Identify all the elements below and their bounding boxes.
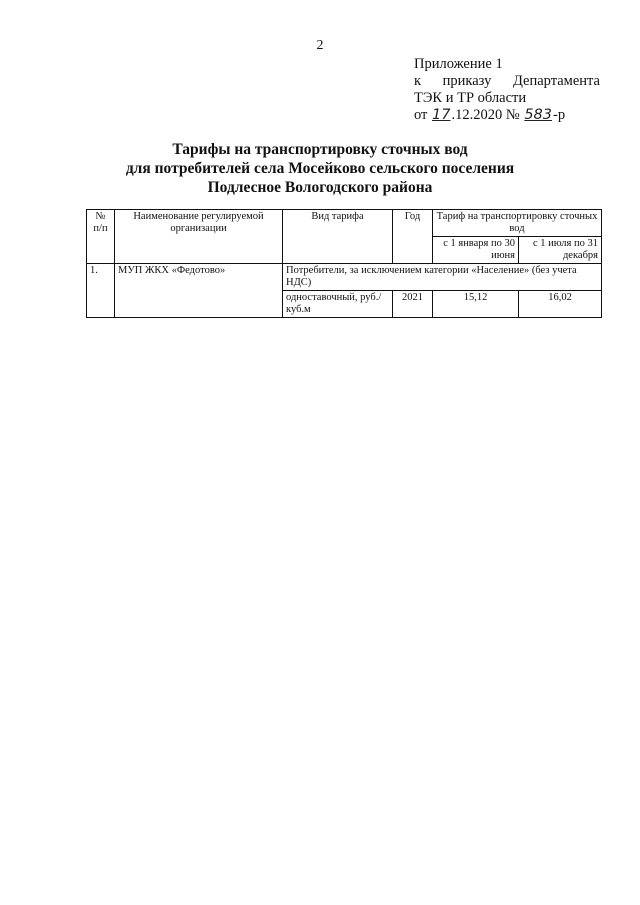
- header-tariff-type: Вид тарифа: [283, 210, 393, 264]
- table-row: [87, 264, 602, 291]
- header-year: Год: [393, 210, 433, 264]
- tariff-table: [86, 209, 602, 318]
- appendix-word: Департамента: [512, 73, 600, 89]
- order-number-suffix: -р: [553, 107, 566, 123]
- appendix-block: [414, 56, 600, 124]
- row-organization: МУП ЖКХ «Федотово»: [115, 264, 283, 318]
- header-period-2: с 1 июля по 31 декабря: [519, 237, 602, 264]
- title-line-2: для потребителей села Мосейково сельского поселения: [125, 160, 515, 177]
- header-number: № п/п: [87, 210, 115, 264]
- header-tariff-group: Тариф на транспортировку сточных вод: [433, 210, 602, 237]
- appendix-authority: ТЭК и ТР области: [414, 90, 527, 106]
- row-number: 1.: [87, 264, 115, 318]
- row-period-2-value: 16,02: [519, 291, 602, 318]
- row-category: Потребители, за исключением категории «Население» (без учета НДС): [283, 264, 602, 291]
- order-number-handwritten: 583: [524, 107, 553, 123]
- document-title: [0, 140, 640, 197]
- order-date-prefix: от: [414, 107, 428, 123]
- header-period-1: с 1 января по 30 июня: [433, 237, 519, 264]
- order-date-middle: .12.2020 №: [451, 107, 520, 123]
- row-period-1-value: 15,12: [433, 291, 519, 318]
- appendix-title: Приложение 1: [414, 56, 503, 72]
- appendix-order-ref: [414, 73, 600, 90]
- appendix-word: к: [414, 73, 422, 89]
- page-number: 2: [316, 38, 324, 53]
- title-line-1: Тарифы на транспортировку сточных вод: [172, 141, 468, 158]
- row-year: 2021: [393, 291, 433, 318]
- appendix-order-date: [414, 107, 600, 124]
- appendix-word: приказу: [442, 73, 492, 89]
- table-header-row: [87, 210, 602, 237]
- header-organization: Наименование регулируемой организации: [115, 210, 283, 264]
- row-tariff-type: одноставочный, руб./куб.м: [283, 291, 393, 318]
- order-day-handwritten: 17: [432, 107, 451, 123]
- title-line-3: Подлесное Вологодского района: [207, 179, 433, 196]
